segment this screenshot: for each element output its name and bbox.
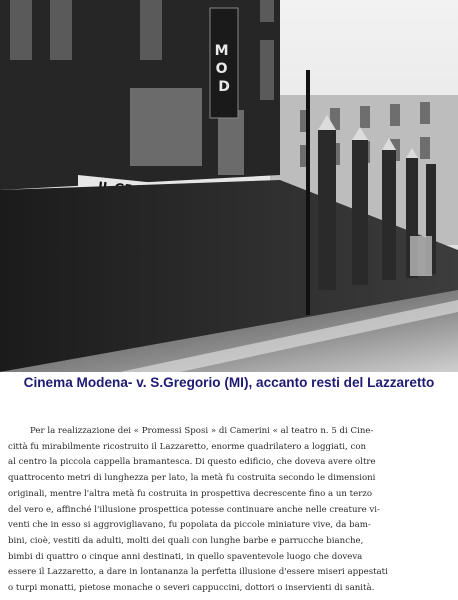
paragraph-line: bimbi di quattro o cinque anni destinati, in quello spaventevole luogo che doveva xyxy=(8,551,363,562)
lamp-post xyxy=(306,70,310,315)
photo-caption: Cinema Modena- v. S.Gregorio (MI), accanto resti del Lazzaretto xyxy=(23,375,435,390)
paragraph-line: essere il Lazzaretto, a dare in lontananza la perfetta illusione d'essere miseri appestati xyxy=(8,567,388,578)
paragraph-line: quattrocento metri di lunghezza per lato, la metà fu costruita secondo le dimensioni xyxy=(8,473,376,484)
body-paragraph xyxy=(8,424,448,597)
paragraph-line: o turpi monatti, pietose monache o severi cappuccini, dottori o inservienti di sanità. xyxy=(8,583,375,594)
vertical-sign-text: M O D xyxy=(214,43,230,95)
paragraph-line: al centro la piccola cappella bramantesca. Di questo edificio, che doveva avere oltre xyxy=(8,457,376,468)
paragraph-line: Per la realizzazione dei « Promessi Sposi » di Camerini « al teatro n. 5 di Cine- xyxy=(30,426,374,436)
paragraph-line: città fu mirabilmente ricostruito il Lazzaretto, enorme quadrilatero a loggiati, con xyxy=(8,441,367,452)
paragraph-line: bini, cioè, vestiti da adulti, molti dei quali con lunghe barbe e parrucche bianche, xyxy=(8,535,364,546)
paragraph-line: originali, mentre l'altra metà fu costruita in prospettiva decrescente fino a un terzo xyxy=(8,488,373,499)
paragraph-line: del vero e, affinché l'illusione prospettica potesse continuare anche nelle creature vi- xyxy=(8,504,380,515)
paragraph-line: venti che in esso si aggrovigliavano, fu popolata da piccole miniature vive, da bam- xyxy=(8,520,371,531)
